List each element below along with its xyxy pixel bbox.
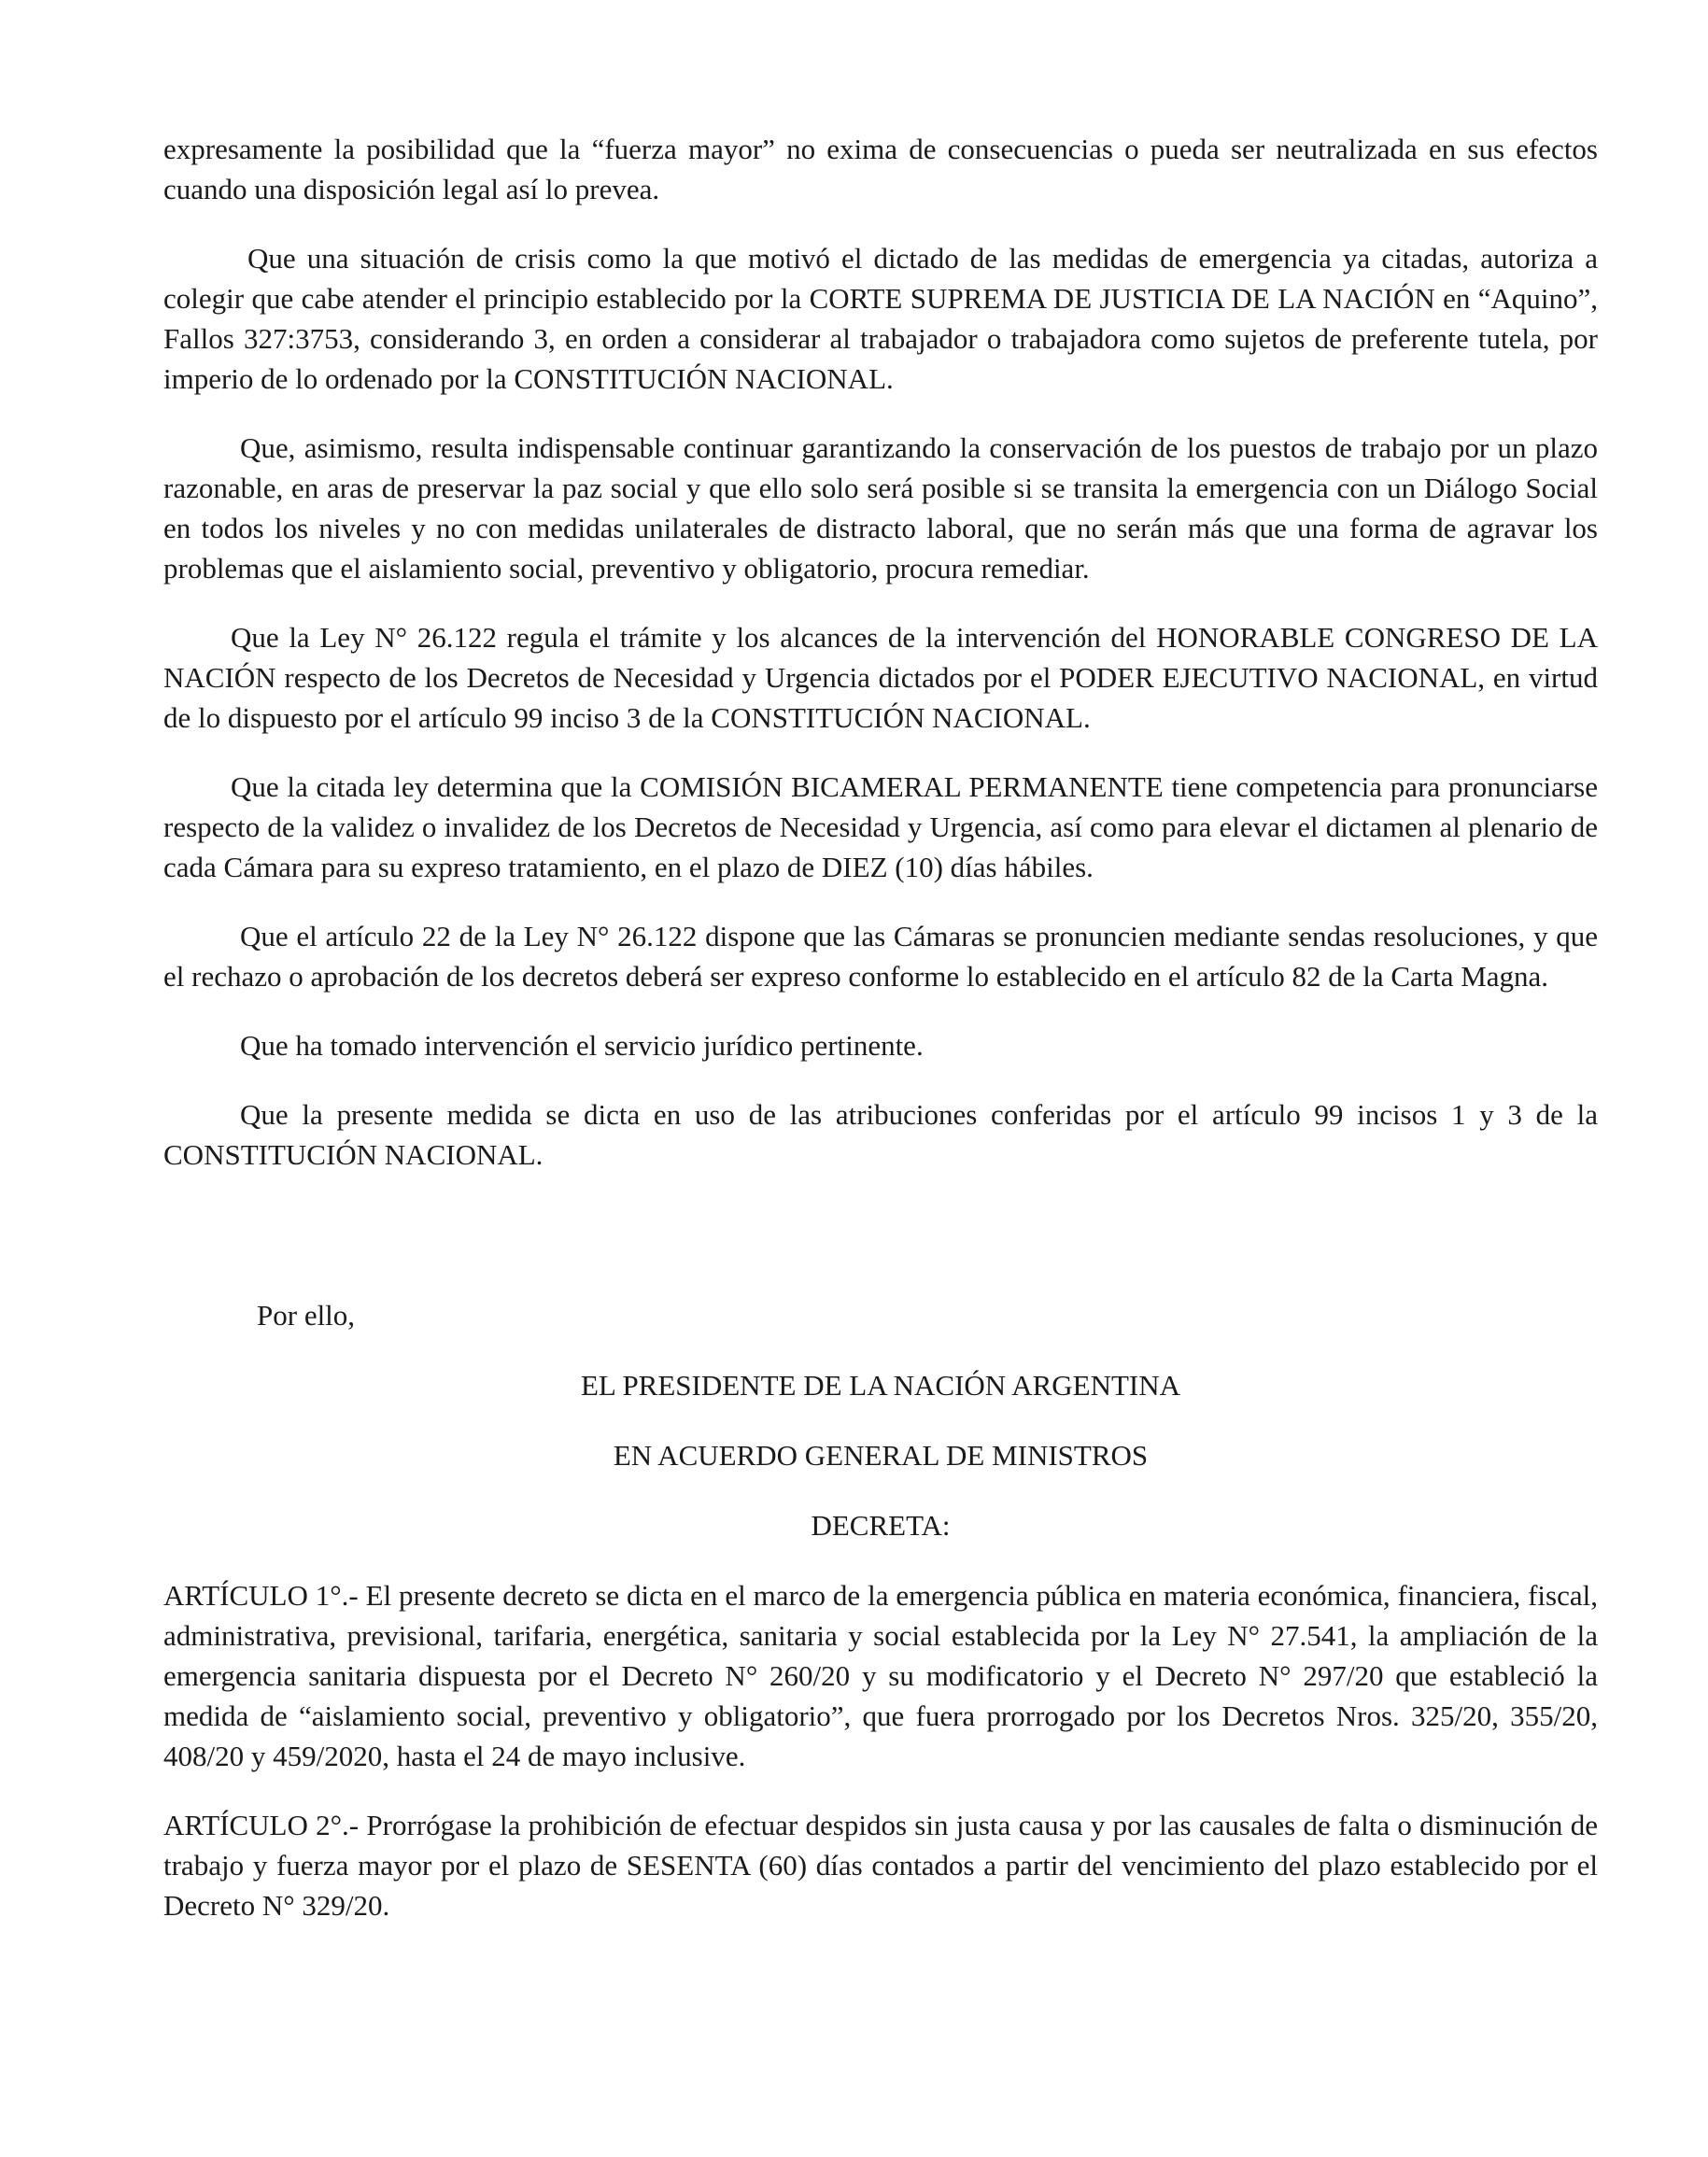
paragraph-articulo-22: Que el artículo 22 de la Ley N° 26.122 dispone que las Cámaras se pronuncien mediante sendas resoluciones, y que el rechazo o aprobación de los decretos deberá ser expreso conforme lo establecido en el artículo 82 de la Carta Magna. (163, 920, 1598, 993)
articulo-2: ARTÍCULO 2°.- Prorrógase la prohibición de efectuar despidos sin justa causa y por las causales de falta o disminución de trabajo y fuerza mayor por el plazo de SESENTA (60) días contados a partir del vencimiento del plazo establecido por el Decreto N° 329/20. (163, 1809, 1598, 1922)
por-ello-text: Por ello, (257, 1299, 356, 1332)
document-page (163, 129, 1598, 1954)
heading-acuerdo-ministros: EN ACUERDO GENERAL DE MINISTROS (613, 1439, 1149, 1472)
vertical-gap (163, 1204, 1598, 1295)
paragraph-servicio-juridico: Que ha tomado intervención el servicio jurídico pertinente. (240, 1029, 924, 1062)
paragraph-ley-26122: Que la Ley N° 26.122 regula el trámite y los alcances de la intervención del HONORABLE CONGRESO DE LA NACIÓN respecto de los Decretos de Necesidad y Urgencia dictados por el PODER EJECUTIVO NACIONAL, en virtud de lo dispuesto por el artículo 99 inciso 3 de la CONSTITUCIÓN NACIONAL. (163, 621, 1598, 734)
paragraph-atribuciones: Que la presente medida se dicta en uso de las atribuciones conferidas por el artículo 99 incisos 1 y 3 de la CONSTITUCIÓN NACIONAL. (163, 1098, 1598, 1171)
heading-decreta: DECRETA: (811, 1509, 951, 1542)
heading-president: EL PRESIDENTE DE LA NACIÓN ARGENTINA (580, 1369, 1181, 1402)
paragraph-fuerza-mayor: expresamente la posibilidad que la “fuerza mayor” no exima de consecuencias o pueda ser neutralizada en sus efectos cuando una disposición legal así lo prevea. (163, 133, 1598, 205)
paragraph-comision-bicameral: Que la citada ley determina que la COMISIÓN BICAMERAL PERMANENTE tiene competencia para pronunciarse respecto de la validez o invalidez de los Decretos de Necesidad y Urgencia, así como para elevar el dictamen al plenario de cada Cámara para su expreso tratamiento, en el plazo de DIEZ (10) días hábiles. (163, 770, 1598, 883)
paragraph-situacion-crisis: Que una situación de crisis como la que motivó el dictado de las medidas de emergencia ya citadas, autoriza a colegir que cabe atender el principio establecido por la CORTE SUPREMA DE JUSTICIA DE LA NACIÓN en “Aquino”, Fallos 327:3753, considerando 3, en orden a considerar al trabajador o trabajadora como sujetos de preferente tutela, por imperio de lo ordenado por la CONSTITUCIÓN NACIONAL. (163, 242, 1598, 395)
articulo-1: ARTÍCULO 1°.- El presente decreto se dicta en el marco de la emergencia pública en materia económica, financiera, fiscal, administrativa, previsional, tarifaria, energética, sanitaria y social establecida por la Ley N° 27.541, la ampliación de la emergencia sanitaria dispuesta por el Decreto N° 260/20 y su modificatorio y el Decreto N° 297/20 que estableció la medida de “aislamiento social, preventivo y obligatorio”, que fuera prorrogado por los Decretos Nros. 325/20, 355/20, 408/20 y 459/2020, hasta el 24 de mayo inclusive. (163, 1579, 1598, 1772)
paragraph-conservacion-puestos: Que, asimismo, resulta indispensable continuar garantizando la conservación de los puestos de trabajo por un plazo razonable, en aras de preservar la paz social y que ello solo será posible si se transita la emergencia con un Diálogo Social en todos los niveles y no con medidas unilaterales de distracto laboral, que no serán más que una forma de agravar los problemas que el aislamiento social, preventivo y obligatorio, procura remediar. (163, 431, 1598, 585)
